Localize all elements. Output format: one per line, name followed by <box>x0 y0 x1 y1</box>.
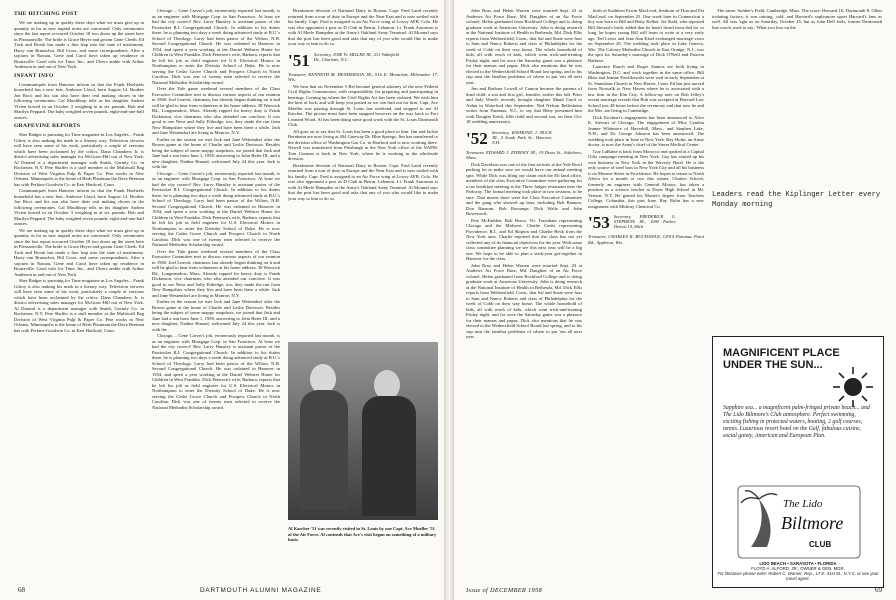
sun-icon <box>831 365 875 409</box>
paragraph: Communiqués from Hanover inform us that the Frank Hoeltzels household has a new heir, Ambrose Lloyd, born August 14. Brother Jon Ricci and his son also have their real making chores in the following ceremonies. Cal Moulthrop tells us his daughter Andrea Vivien bowed in on October 3 weighing in at six pounds. Bob and Marilyn Peppard. The baby weighed seven pounds, eight-and-one-half ounces. <box>14 81 144 120</box>
sub-heading-infant-info: INFANT INFO <box>14 72 54 79</box>
class-year: '53 <box>588 213 610 232</box>
paragraph: Guy LaRaine is back from Morocco and spotted at a Capital Gifts campaign meeting in New York. Guy has started up his own business in New York in the Waverly Hotel. He is the only source of steel bars in New York City and all his business is on Monroe Street in Providence. He hopes to return to North Africa for a month or two this winter. Charles Schoch, formerly an engineer with General Motors, has taken a position as a science teacher at Davis High School in Mt. Vernon, N.Y. He gained his Master's degree from Teachers College, Columbia, this past June. Ray Bolin has a new assignment with Midway Chemical Co. <box>588 148 704 209</box>
class-52-header <box>466 130 582 147</box>
paragraph: Dick Kirchner's engagement has been announced to Alice K. Stewart of Chicago. The engagement of Miss Cynthia Jeanne Whitmore of Haverhill, Mass., and Stephen Lake, N.H., and Dr. George Johnson has been announced. The wedding took place in June in New York. Ray Holm, an Army doctor, is now the Army's chief of the Sierra Medical Center. <box>588 114 704 147</box>
class-51-header <box>288 52 438 69</box>
left-column-3 <box>288 8 438 338</box>
class-secretary: Secretary, FREDERICK G. STEPHENS JR., 1090 Parker, Detroit 14, Mich. <box>613 214 676 229</box>
paragraph: Breakstone division of National Dairy in Boston. Capt. Fred Laird recently returned from a tour of duty in Europe and the Near East and is now settled with his family. Capt. Fred is assigned to an Air Force wing at Lowry AFB, Colo. He was also appointed a post as D Club in Beirut, Lebanon. Lt. Frank Aaronson is with Al Merle Hampden at the Army's Oakland Army Terminal. Al Morand says that the post has been good and asks that any of you who would like to make your way to him to do so. <box>288 162 438 201</box>
ad-address-line: LIDO BEACH • SARASOTA • FLORIDA <box>759 561 837 566</box>
ad-address-line: FLOYD A. ALFORD, JR., OWNER & GEN. MGR. <box>751 566 845 571</box>
magazine-footer: DARTMOUTH ALUMNI MAGAZINE <box>200 587 322 594</box>
class-secretary: Secretary, RAYMOND J. BUCK JR., 5 South Park St., Hanover, N.H. <box>491 129 552 145</box>
paragraph: We are making up in quality these days what we must give up in quantity as far as new nuptial notes are concerned. Only ceremonies since the last report occurred October 18 two doors up the street here in Pleasantville. The bride is Grace Heyer and groom Gene Cleeth. Ed Tuck and Brook has made a fine leap into the state of matrimony. Harry van Brunschot, Bill Cross, and some correspondents. After a sojourn in Nassau, Gene and Carol have taken up residence in Bronxville. Carol toils for Time, Inc., and Ulcers amble with Arthur Anderson in and out of New York. <box>14 20 144 69</box>
ad-address-line: For literature please write: Robert C. Warner, Rep., 17 E. 41st St., N.Y.C. or see your travel agent. <box>717 571 879 581</box>
photo-caption: Al Karcher '51 was recently visited in St. Louis by one Capt. Ace Mueller '51 of the Air Force. Al contends that Ace's visit began on something of a military basis. <box>288 526 437 542</box>
paragraph: Chicago.... Gene Carver's job, erroneously reported last month, is as an engineer with Mortgage Corp. in San Francisco. At least we had the city correct! Rev. Larry Hunsley is assistant pastor of the Pawtucket R.I. Congregational Church. In addition to his duties there, he is planning two days a week doing advanced study at B.U.'s School of Theology. Larry had been pastor of the Wilton, N.H. Second Congregational Church. He was ordained in Hanover in 1954, and spent a year working at the Daniel Webster Home for Children in West Franklin. Dick Petersen's wife, Barbara, reports that he left his job as field engineer for U.S. Electrical Motors in Northampton to enter the Divinity School of Duke. He is now serving the Cedar Grove Church and Prospect Church in North Carolina. Dick was one of twenty men selected to receive the National Methodist Scholarship award. <box>152 8 280 85</box>
ad-headline: MAGNIFICENT PLACE UNDER THE SUN... <box>723 347 840 371</box>
spine-gutter <box>444 0 454 600</box>
paragraph: Pete McFadden, Bob Brace, Vic Traynham representing Chicago and the Midwest. Charlie Curtis representing Providence, R.I., and Ed Skipton and Charlie Heck from the New York area. Charlie reported that the class has not yet collected any of its financial objectives for the year. With some class committee planning we see this next year will be a big one. We hope to be able to plan a sixth-year get-together in Hanover for the class. <box>466 217 582 261</box>
paragraph: All goes on to say that St. Louis has been a good place to him. Jim and Jackie Bernheim are now living at 404 Gateway Dr. Blue Springs. Jim has transferred to the division office of Washington Gas Co. in Hartford and is now working there. Newell was transferred from Pittsburgh to the New York office of the NAPM. Tom Gorman is back in New York, where he is working in the wholesale division. <box>288 128 438 161</box>
paragraph: We are making up in quality these days what we must give up in quantity as far as new nuptial notes are concerned. Only ceremonies since the last report occurred October 18 two doors up the street here in Pleasantville. The bride is Grace Heyer and groom Gene Cleeth. Ed Tuck and Brook has made a fine leap into the state of matrimony. Harry van Brunschot, Bill Cross, and some correspondents. After a sojourn in Nassau, Gene and Carol have taken up residence in Bronxville. Carol toils for Time, Inc., and Ulcers amble with Arthur Anderson in and out of New York. <box>14 227 144 277</box>
paragraph: Laurence Rauch and Roger Stamos are both living in Washington, D.C. and work together in the same office. Bill Blair and Jeanne Pawlikowski were wed in early September at St. Stanislaus Church in New Haven, Conn. Ed has just moved from Norwalk to New Haven where he is associated with a law firm in the Elm City. A follow-up note on Bob Jelley's recent marriage reveals that Bob was accepted at Harvard Law School just 48 hours before the ceremony and that now he and the Mrs. are living in Cambridge. <box>588 64 704 113</box>
left-column-2 <box>152 8 280 588</box>
sub-heading-grapevine: GRAPEVINE REPORTS <box>14 123 81 129</box>
left-column-1 <box>14 8 144 588</box>
paragraph: Breakstone division of National Dairy in Boston. Capt. Fred Laird recently returned from a tour of duty in Europe and the Near East and is now settled with his family. Capt. Fred is assigned to an Air Force wing at Lowry AFB, Colo. He was also appointed a post as D Club in Beirut, Lebanon. Lt. Frank Aaronson is with Al Merle Hampden at the Army's Oakland Army Terminal. Al Morand says that the post has been good and asks that any of you who would like to make your way to him to do so. <box>288 8 438 46</box>
paragraph: Over the Yale game weekend several members of the Class Executive Committee met to discuss various aspects of our reunion in 1960. Joel Leavitt, chairman, has already begun thinking on it and will be glad to hear from volunteers at his home address, 38 Warwick Rd., Longmeadow, Mass. Already rapped for heavy duty is Frank Dickinson, vice chairman, who also attended our conclave. It was good to see Newt and Sally Eldredge, too; they made the run from New Hampshire where they live and have been there a while. Jack and Jane Westendorf are living in Monroe, N.Y. <box>152 248 280 298</box>
paragraph: Earlier in the season we met Jack and Jane Wettendorf after the Brown game at the home of Charlie and Leslie Davisson. Besides being the subject of some snappy snapshots, we joined that Jack and Jane had a son born June 1, 1958, answering to John Hafer III, and a new daughter, Nadine Rinaud, welcomed July 24 this year. Jack is with the <box>152 136 280 169</box>
paragraph: Sher Badger is pursuing for Time magazine in Los Angeles... Frank Gilroy is also making his mark in a literary way. Television viewers will have seen some of his work, particularly a couple of versions which have been acclaimed by the critics. Dana Chambers Jr. is district advertising sales manager for McGraw-Hill out of New York. Al Durand is a department manager with Smith, Gormly Co. in Rochester, N.Y. Pete Shaffer is a staff member at the Multiwall Bag Division of West Virginia Pulp & Paper Co. Pete works in New Orleans. Minneapolis is the home of Herb Plautman the Dave Beeman has with Perkins-Goodwin Co. in East Hartford, Conn. <box>14 278 144 333</box>
class-treasurer: Treasurer, EDWARD J. ZYIEFKY JR., 19 Dean St., Attleboro, Mass. <box>466 149 582 160</box>
person-body <box>362 396 416 516</box>
lido-biltmore-logo <box>737 485 861 559</box>
paragraph: Jim and Barbara Lowell of Canton became the parents of third child, a son and first girl, Jennifer, earlier this fall. Peter and Judy Ward's recently brought daughter Maud Carol to Aidan in Waterford this September. Ned Nelson Bellesheim writes from Paramus, N.J., to say that Betty presented him with Douglas Keith, fifth child and second son, on their Oct. 18 wedding anniversary. <box>466 86 582 124</box>
class-53-header <box>588 214 704 231</box>
right-column-3 <box>712 8 882 183</box>
paragraph: Chicago.... Gene Carver's job, erroneously reported last month, is as an engineer with Mortgage Corp. in San Francisco. At least we had the city correct! Rev. Larry Hunsley is assistant pastor of the Pawtucket R.I. Congregational Church. In addition to his duties there, he is planning two days a week doing advanced study at B.U.'s School of Theology. Larry had been pastor of the Wilton, N.H. Second Congregational Church. He was ordained in Hanover in 1954, and spent a year working at the Daniel Webster Home for Children in West Franklin. Dick Petersen's wife, Barbara, reports that he left his job as field engineer for U.S. Electrical Motors in Northampton to enter the Divinity School of Duke. He is now serving the Cedar Grove Church and Prospect Church in North Carolina. Dick was one of twenty men selected to receive the National Methodist Scholarship award. <box>152 333 280 410</box>
paragraph: Communiqués from Hanover inform us that the Frank Hoeltzels household has a new heir, Ambrose Lloyd, born August 14. Brother Jon Ricci and his son also have their real making chores in the following ceremonies. Cal Moulthrop tells us his daughter Andrea Vivien bowed in on October 3 weighing in at six pounds. Bob and Marilyn Peppard. The baby weighed seven pounds, eight-and-one-half ounces. <box>14 188 144 226</box>
ad-body: Sapphire sea... a magnificent palm-fringed private beach... and The Lido Biltmore's Club atmosphere. Perfect swimming, exciting fishing in protected waters, boating, 2 golf courses, tennis. Luxurious resort hotel on the Gulf, fabulous cuisine, social gaiety, American and European Plan. <box>723 405 870 439</box>
svg-text:CLUB: CLUB <box>809 540 832 549</box>
class-year: '52 <box>466 128 488 148</box>
person-body <box>300 390 348 510</box>
class-year: '51 <box>288 50 310 70</box>
right-column-2 <box>588 8 704 588</box>
class-secretary: Secretary, JOSE W. MILLER JR., 231 Wakefield Dr., Charlotte, N.C. <box>313 51 399 62</box>
photo-karcher-mueller <box>288 342 438 520</box>
paragraph: Chicago.... Gene Carver's job, erroneously reported last month, is as an engineer with Mortgage Corp. in San Francisco. At least we had the city correct! Rev. Larry Hunsley is assistant pastor of the Pawtucket R.I. Congregational Church. In addition to his duties there, he is planning two days a week doing advanced study at B.U.'s School of Theology. Larry had been pastor of the Wilton, N.H. Second Congregational Church. He was ordained in Hanover in 1954, and spent a year working at the Daniel Webster Home for Children in West Franklin. Dick Petersen's wife, Barbara, reports that he left his job as field engineer for U.S. Electrical Motors in Northampton to enter the Divinity School of Duke. He is now serving the Cedar Grove Church and Prospect Church in North Carolina. Dick was one of twenty men selected to receive the National Methodist Scholarship award. <box>152 170 280 247</box>
page-number-right: 69 <box>875 586 882 594</box>
paragraph: John Ross and Helen Warren were married Sept. 23 at Andrews Air Force Base, Md. Daughter of an Air Force colonel, Helen graduated from Rockford College and is doing graduate work at American University. John is doing research at the National Institute of Health in Bethesda, Md. Dick Ellis reports from Wethersfield, Conn., that Sal and Susie were four to Sam and Nancy Roberts and class of Philadelphia for the week of Cobb on their way home. The whole household of kids, all with reach of kids, which went trick-and-treating Friday night, and for once the Saturday game was a pleasure for their mamas and papas. Dick also mentions that he was elected to the Wethersfield School Board last spring, and to his cup runs the familiar problems of where to put 'em all next year. <box>466 8 582 85</box>
issue-footer: Issue of DECEMBER 1958 <box>466 587 542 594</box>
paragraph: Sher Badger is pursuing for Time magazine in Los Angeles... Frank Gilroy is also making his mark in a literary way. Television viewers will have seen some of his work, particularly a couple of versions which have been acclaimed by the critics. Dana Chambers Jr. is district advertising sales manager for McGraw-Hill out of New York. Al Durand is a department manager with Smith, Gormly Co. in Rochester, N.Y. Pete Shaffer is a staff member at the Multiwall Bag Division of West Virginia Pulp & Paper Co. Pete works in New Orleans. Minneapolis is the home of Herb Plautman the Dave Beeman has with Perkins-Goodwin Co. in East Hartford, Conn. <box>14 132 144 187</box>
column-heading: THE HITCHING POST <box>14 11 78 17</box>
page-number-left: 68 <box>18 586 25 594</box>
class-treasurer: Treasurer, KENNETH M. HENDERSON JR., 916 E. Montclair, Milwaukee 17, Wis. <box>288 71 438 82</box>
paragraph: birth of Kathleen Erwin MacLeod, firstborn of Don and Pat MacLeod, on September 25. One week later in Connecticut a boy was born to Bill and Betty Kelker. Jes Stahl, who reported Bill Stewart's birth, added that he hasn't heard from dad for so long, he hopes young Bill will learn to write at a very early age. Ted Lewis and Jane Ann Kisel exchanged marriage vows on September 20. The wedding took place in Lake Geneva, Wis. The Calvary Methodist Church in East Orange, N.J., was the spot for Saturday's marriage of Dick O'Neill and Patricia Barbour. <box>588 8 704 63</box>
paragraph: John Ross and Helen Warren were married Sept. 23 at Andrews Air Force Base, Md. Daughter of an Air Force colonel, Helen graduated from Rockford College and is doing graduate work at American University. John is doing research at the National Institute of Health in Bethesda, Md. Dick Ellis reports from Wethersfield, Conn., that Sal and Susie were four to Sam and Nancy Roberts and class of Philadelphia for the week of Cobb on their way home. The whole household of kids, all with reach of kids, which went trick-and-treating Friday night, and for once the Saturday game was a pleasure for their mamas and papas. Dick also mentions that he was elected to the Wethersfield School Board last spring, and to his cup runs the familiar problems of where to put 'em all next year. <box>466 262 582 339</box>
ad-address <box>717 561 879 581</box>
svg-text:Biltmore: Biltmore <box>781 513 844 533</box>
svg-text:The Lido: The Lido <box>783 498 823 510</box>
paragraph: The same: Soldier's Field, Cambridge, Mass. The score: Harvard 16, Dartmouth 8. Other irritating factors: it was raining, cold, and Harvard's sophomore upset Harvard's fans as well. All was 'agin us on Saturday, October 25, but as John Dell feels, former Dartmouth line coach, used to say: 'What you lose on the <box>712 8 882 30</box>
paragraph: Over the Yale game weekend several members of the Class Executive Committee met to discuss various aspects of our reunion in 1960. Joel Leavitt, chairman, has already begun thinking on it and will be glad to hear from volunteers at his home address, 38 Warwick Rd., Longmeadow, Mass. Already rapped for heavy duty is Frank Dickinson, vice chairman, who also attended our conclave. It was good to see Newt and Sally Eldredge, too; they made the run from New Hampshire where they live and have been there a while. Jack and Jane Westendorf are living in Monroe, N.Y. <box>152 86 280 135</box>
kiplinger-note: Leaders read the Kiplinger Letter every Monday morning <box>712 191 881 209</box>
lido-biltmore-ad <box>712 336 884 588</box>
paragraph: We hear that on November 5 Bel became general attorney of the new Federal Civil Rights Commission, with responsibility for preparing and participating in hearings. Coming up where the Civil Rights Act has been violated. We wish him the best of luck, and will keep you posted as we can find out for him. Capt. Ace Mueller was passing through St. Louis last weekend, and stopped to see Al Karcher. The picture must have been snapped however on the way back to Fort Leonard Wood. Al has been doing some good work with the St. Louis Dartmouth Club. <box>288 83 438 127</box>
right-column-1 <box>466 8 582 588</box>
paragraph: Dick Davidson was one of the first arrivals at the Yale Bowl parking lot to make sure we would have our annual meeting spot. While Dick was filing our claim with the Eli land office, members of the class Executive Committee were gathering for a tax breakfast meeting at the Three Judges restaurant near the Parkway. The formal meeting took place in two sessions, to be sure. That means there were the Class Executive Committee and the gang who showed up later, including Bob Bannon, Don Ransom, Bob Bossange, Dick Waltz and John Bowersock. <box>466 161 582 216</box>
class-treasurer: Treasurer, CHARLES R. BUCHANAN, 12914 Potomac Point Rd., Appleton, Wis. <box>588 234 704 245</box>
paragraph: Earlier in the season we met Jack and Jane Wettendorf after the Brown game at the home of Charlie and Leslie Davisson. Besides being the subject of some snappy snapshots, we joined that Jack and Jane had a son born June 1, 1958, answering to John Hafer III, and a new daughter, Nadine Rinaud, welcomed July 24 this year. Jack is with the <box>152 299 280 332</box>
